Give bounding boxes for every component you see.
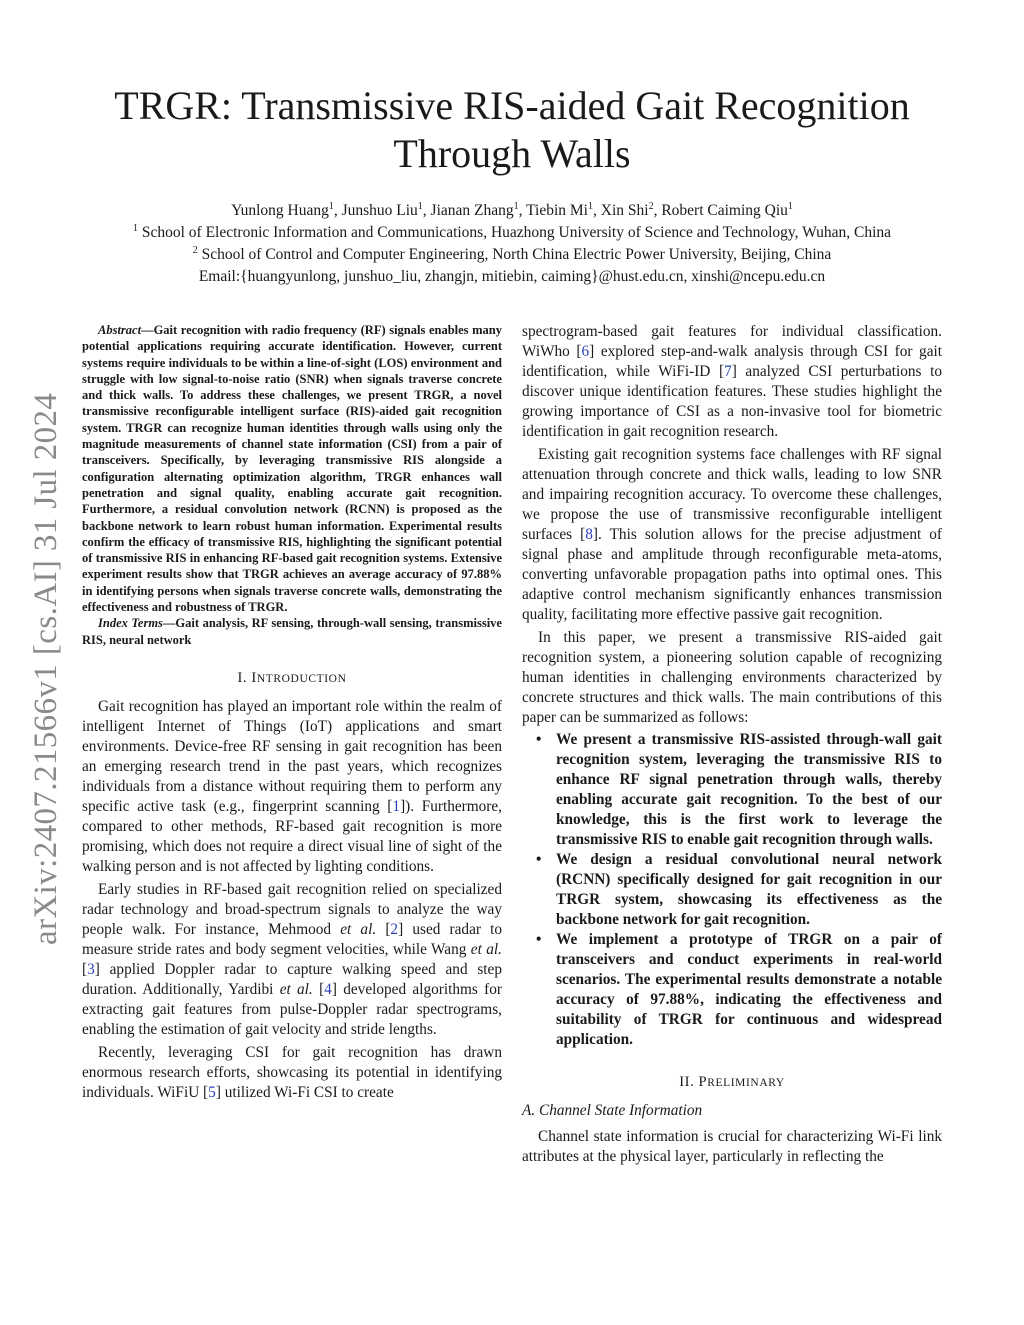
citation-link[interactable]: 2	[390, 920, 399, 938]
bullet-icon: •	[536, 851, 542, 868]
paragraph: Early studies in RF-based gait recognition relied on specialized radar technology and broad-spectrum signals to analyze the way people walk. For instance, Mehmood et al. [2] used radar to measure stride rates and body segment velocities, while Wang et al. [3] applied Doppler radar to capture walking speed and step duration. Additionally, Yardibi et al. [4] developed algorithms for extracting gait features from pulse-Doppler radar spectrograms, enabling the estimation of gait velocity and stride lengths.	[82, 880, 503, 1038]
citation-link[interactable]: 1	[392, 797, 401, 815]
affiliation-2: $^2$ School of Control and Computer Engineering, North China Electric Power University, Beijing, China	[192, 245, 832, 263]
paragraph: Existing gait recognition systems face challenges with RF signal attenuation through concrete and thick walls, leading to low SNR and impairing recognition accuracy. To overcome these challenges, we propose the use of transmissive reconfigurable intelligent surfaces [8]. This solution allows for the precise adjustment of signal phase and amplitude through reconfigurable meta-atoms, converting unfavorable propagation paths into optimal ones. This adaptive control mechanism significantly enhances transmission quality, facilitating more effective passive gait recognition.	[522, 446, 942, 623]
paper-title: TRGR: Transmissive RIS-aided Gait Recognition Through Walls	[114, 83, 910, 176]
citation-link[interactable]: 8	[585, 526, 593, 543]
list-item: • We design a residual convolutional neural network (RCNN) specifically designed for gait recognition in our TRGR system, showcasing its effectiveness as the backbone network for gait recognition.	[536, 851, 942, 928]
bullet-icon: •	[536, 731, 542, 748]
bullet-icon: •	[536, 931, 542, 948]
list-item: • We implement a prototype of TRGR on a pair of transceivers and conduct experiments in real-world scenarios. The experimental results demonstrate a notable accuracy of 97.88%, indicating the effectiveness and suitability of TRGR for continuous and widespread application.	[536, 931, 942, 1048]
arxiv-identifier: arXiv:2407.21566v1 [cs.AI] 31 Jul 2024	[28, 392, 64, 945]
author-name: Yunlong Huang	[231, 202, 329, 219]
abstract: Abstract—Gait recognition with radio frequency (RF) signals enables many potential applications requiring accurate identification. However, current systems require individuals to be within a line-of-sight (LOS) environment and struggle with low signal-to-noise ratio (SNR) when signals traverse concrete and thick walls. To address these challenges, we present TRGR, a novel transmissive reconfigurable intelligent surface (RIS)-aided gait recognition system. TRGR can recognize human identities through walls using only the magnitude measurements of channel state information (CSI) from a pair of transceivers. Specifically, by leveraging transmissive RIS alongside a configuration alternating optimization algorithm, TRGR enhances wall penetration and signal quality, enabling accurate gait recognition. Furthermore, a residual convolution network (RCNN) is proposed as the backbone network to learn robust human information. Experimental results confirm the efficacy of transmissive RIS, highlighting the significant potential of transmissive RIS in enhancing RF-based gait recognition systems. Extensive experiment results show that TRGR achieves an average accuracy of 97.88% in identifying persons when signals traverse concrete walls, demonstrating the effectiveness and robustness of TRGR.	[82, 323, 502, 615]
affiliation-1: $^1$ School of Electronic Information and Communications, Huazhong University of Science and Technology, Wuhan, China	[132, 223, 892, 241]
paragraph: Channel state information is crucial for characterizing Wi-Fi link attributes at the physical layer, particularly in reflecting the	[522, 1128, 942, 1165]
paragraph: spectrogram-based gait features for individual classification. WiWho [6] explored step-and-walk analysis through CSI for gait identification, while WiFi-ID [7] analyzed CSI perturbations to discover unique identification features. These studies highlight the growing importance of CSI as a non-invasive tool for biometric identification in gait recognition research.	[522, 323, 942, 440]
affiliation-mark: 1	[328, 201, 334, 212]
affiliation-mark: 2	[648, 201, 654, 212]
affiliation-mark: 1	[513, 201, 519, 212]
author-name: Robert Caiming Qiu	[661, 202, 788, 219]
right-column	[522, 322, 942, 1167]
author-email: Email:{huangyunlong, junshuo_liu, zhangjn, mitiebin, caiming}@hust.edu.cn, xinshi@ncepu.edu.cn	[198, 268, 826, 285]
index-terms: Index Terms—Gait analysis, RF sensing, through-wall sensing, transmissive RIS, neural network	[82, 616, 502, 647]
section-heading-introduction: I. INTRODUCTION	[237, 669, 347, 686]
subsection-heading: A. Channel State Information	[522, 1102, 703, 1119]
paragraph: Recently, leveraging CSI for gait recognition has drawn enormous research efforts, showcasing its potential in identifying individuals. WiFiU [5] utilized Wi-Fi CSI to create	[82, 1043, 502, 1101]
author-name: Junshuo Liu	[341, 202, 418, 219]
arxiv-sidebar	[18, 0, 78, 1325]
author-block	[40, 200, 984, 288]
affiliation-mark: 1	[417, 201, 423, 212]
affiliation-mark: 1	[588, 201, 593, 212]
left-column	[82, 322, 502, 1103]
section-heading-preliminary: II. PRELIMINARY	[679, 1074, 785, 1090]
paragraph: Gait recognition has played an important role within the realm of intelligent Internet of Things (IoT) applications and smart environments. Device-free RF sensing in gait recognition has been an emerging research trend in the past years, which recognizes individuals from a distance without requiring them to perform any specific active task (e.g., fingerprint scanning [1]). Furthermore, compared to other methods, RF-based gait recognition is more promising, which does not require a direct visual line of sight of the walking person and is not affected by lighting conditions.	[82, 697, 502, 875]
author-name: Jianan Zhang	[430, 202, 514, 219]
citation-link[interactable]: 6	[581, 343, 590, 360]
citation-link[interactable]: 7	[724, 363, 732, 380]
contribution-list	[522, 730, 942, 1050]
list-item: • We present a transmissive RIS-assisted through-wall gait recognition system, leveraging the transmissive RIS to enhance RF signal penetration through walls, thereby enabling accurate gait recognition. To the best of our knowledge, this is the first work to leverage the transmissive RIS to enable gait recognition through walls.	[536, 731, 942, 848]
author-name: Tiebin Mi	[526, 202, 588, 219]
citation-link[interactable]: 5	[208, 1083, 216, 1101]
author-list: Yunlong Huang$^1$, Junshuo Liu$^1$, Jianan Zhang$^1$, Tiebin Mi$^1$, Xin Shi$^2$, Robert Caiming Qiu$^1$	[231, 201, 793, 219]
affiliation-mark: 1	[787, 201, 793, 212]
author-name: Xin Shi	[600, 202, 649, 219]
paragraph: In this paper, we present a transmissive RIS-aided gait recognition system, a pioneering solution capable of recognizing human identities in challenging environments characterized by concrete structures and thick walls. The main contributions of this paper can be summarized as follows:	[522, 629, 942, 726]
citation-link[interactable]: 3	[87, 960, 95, 978]
citation-link[interactable]: 4	[324, 980, 332, 998]
